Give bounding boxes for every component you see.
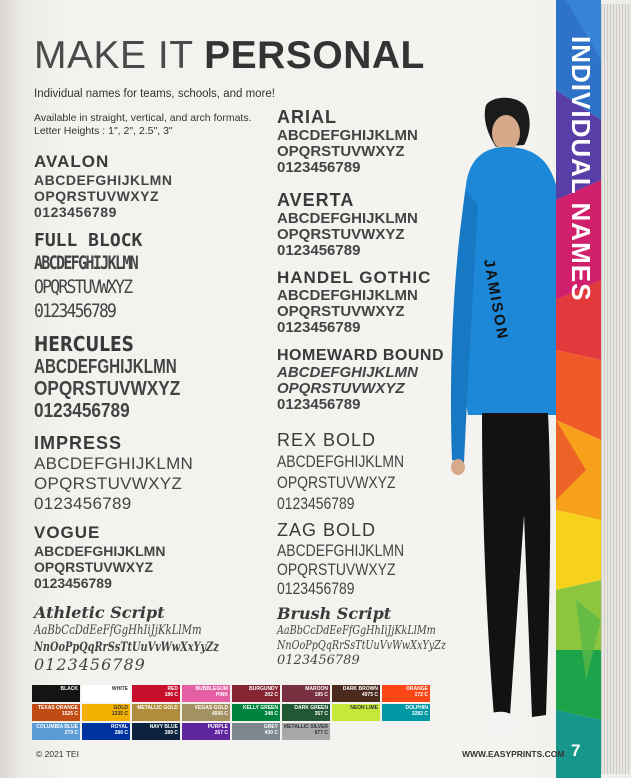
swatch-code: 202 C xyxy=(264,692,278,698)
swatch-label: VEGAS GOLD xyxy=(194,705,228,711)
swatch-orange xyxy=(382,685,430,702)
font-name: AVALON xyxy=(34,152,110,171)
font-line-1: ABCDEFGHIJKLMN xyxy=(34,543,166,559)
font-sample-homeward-bound xyxy=(277,347,444,413)
font-name: ARIAL xyxy=(277,107,337,127)
swatch-code: 279 C xyxy=(64,730,78,736)
swatch-code: 1235 C xyxy=(111,711,128,717)
swatch-code: 3282 C xyxy=(411,711,428,717)
title-bold: PERSONAL xyxy=(204,34,425,77)
font-line-1: ABCDEFGHIJKLMN xyxy=(277,127,418,144)
formats-text: Available in straight, vertical, and arch formats. xyxy=(34,112,252,124)
font-line-1: ABCDEFGHIJKLMN xyxy=(277,287,418,304)
swatch-label: COLUMBIA BLUE xyxy=(36,724,78,730)
font-line-1: ABCDEFGHIJKLMN xyxy=(277,364,418,381)
font-name: HOMEWARD BOUND xyxy=(277,347,444,364)
sweatshirt xyxy=(459,147,556,415)
font-name: REX BOLD xyxy=(277,430,377,450)
font-line-3: 0123456789 xyxy=(277,494,355,513)
font-name: ZAG BOLD xyxy=(277,520,377,540)
font-name: AVERTA xyxy=(277,190,355,210)
font-line-3: 0123456789 xyxy=(34,204,117,220)
letter-heights: Letter Heights : 1", 2", 2.5", 3" xyxy=(34,125,173,137)
swatch-metallic-silver xyxy=(282,723,330,740)
font-line-1: AaBbCcDdEeFfGgHhIiJjKkLlMm xyxy=(277,623,436,637)
font-line-2: OPQRSTUVWXYZ xyxy=(34,276,132,298)
website-url: WWW.EASYPRINTS.COM xyxy=(462,749,565,759)
swatch-label: DOLPHIN xyxy=(405,705,428,711)
swatch-label: ROYAL xyxy=(110,724,128,730)
swatch-gold xyxy=(82,704,130,721)
font-line-2: OPQRSTUVWXYZ xyxy=(34,378,181,400)
title-light: MAKE IT xyxy=(34,34,205,77)
pants xyxy=(482,413,550,717)
font-sample-handel-gothic xyxy=(277,268,431,336)
swatch-code: 186 C xyxy=(164,692,178,698)
font-line-3: 0123456789 xyxy=(277,242,361,259)
swatch-label: KELLY GREEN xyxy=(242,705,278,711)
swatch-code: 286 C xyxy=(114,730,128,736)
swatch-kelly-green xyxy=(232,704,280,721)
swatch-columbia-blue xyxy=(32,723,80,740)
font-line-1: ABCDEFGHIJKLMN xyxy=(277,541,405,560)
swatch-label: GREY xyxy=(263,724,278,730)
swatch-label: BUBBLEGUM PINK xyxy=(195,686,228,698)
font-sample-hercules xyxy=(34,332,222,422)
swatch-label: MAROON xyxy=(305,686,328,692)
font-line-1: ABCDEFGHIJKLMN xyxy=(34,172,173,188)
banner-title: INDIVIDUAL NAMES xyxy=(566,36,596,302)
swatch-label: RED xyxy=(167,686,178,692)
swatch-code: 430 C xyxy=(264,730,278,736)
swatch-label: PURPLE xyxy=(207,724,228,730)
font-sample-athletic-script xyxy=(34,603,280,673)
swatch-red xyxy=(132,685,180,702)
font-line-1: ABCDEFGHIJKLMN xyxy=(34,454,194,473)
font-name: HERCULES xyxy=(34,332,134,356)
shoe xyxy=(488,712,520,731)
rainbow-banner xyxy=(556,0,601,778)
font-sample-rex-bold xyxy=(277,430,432,514)
font-line-1: ABCDEFGHIJKLMN xyxy=(277,452,405,471)
face xyxy=(492,115,520,151)
font-line-3: 0123456789 xyxy=(277,579,355,598)
swatch-code: 348 C xyxy=(264,711,278,717)
font-line-2: NnOoPpQqRrSsTtUuVvWwXxYyZz xyxy=(34,640,219,655)
swatch-burgundy xyxy=(232,685,280,702)
swatch-dark-brown xyxy=(332,685,380,702)
swatch-label: TEXAS ORANGE xyxy=(37,705,78,711)
swatch-black xyxy=(32,685,80,702)
font-line-2: OPQRSTUVWXYZ xyxy=(34,474,183,493)
swatch-code: 289 C xyxy=(164,730,178,736)
jersey-name: JAMISON xyxy=(480,257,512,342)
swatch-neon-lime xyxy=(332,704,380,721)
font-line-3: 0123456789 xyxy=(34,300,116,322)
font-line-2: OPQRSTUVWXYZ xyxy=(277,560,396,579)
swatch-label: NAVY BLUE xyxy=(149,724,178,730)
swatch-dark-green xyxy=(282,704,330,721)
font-name: IMPRESS xyxy=(34,433,123,453)
swatch-code: 877 C xyxy=(314,730,328,736)
font-name: HANDEL GOTHIC xyxy=(277,268,432,287)
font-name: FULL BLOCK xyxy=(34,230,143,251)
font-line-2: NnOoPpQqRrSsTtUuVvWwXxYyZz xyxy=(277,638,446,652)
font-line-3: 0123456789 xyxy=(277,653,360,668)
font-line-1: ABCDEFGHIJKLMN xyxy=(34,252,138,274)
font-sample-zag-bold xyxy=(277,520,432,598)
swatch-label: GOLD xyxy=(113,705,128,711)
font-line-1: AaBbCcDdEeFfGgHhIiJjKkLlMm xyxy=(34,623,202,638)
swatch-code: 357 C xyxy=(314,711,328,717)
swatch-code: 1525 C xyxy=(61,711,78,717)
font-sample-impress xyxy=(34,433,193,514)
swatch-code: 172 C xyxy=(414,692,428,698)
hand xyxy=(451,459,465,475)
font-line-3: 0123456789 xyxy=(277,159,361,176)
swatch-bubblegum-pink xyxy=(182,685,230,702)
font-sample-avalon xyxy=(34,152,172,220)
font-sample-full-block xyxy=(34,230,166,323)
subtitle: Individual names for teams, schools, and more! xyxy=(34,88,275,100)
swatch-grey xyxy=(232,723,280,740)
swatch-dolphin xyxy=(382,704,430,721)
swatch-code: 4505 C xyxy=(211,711,228,717)
font-line-2: OPQRSTUVWXYZ xyxy=(34,559,154,575)
swatch-label: BLACK xyxy=(60,686,78,692)
swatch-label: NEON LIME xyxy=(350,705,378,711)
swatch-label: DARK GREEN xyxy=(294,705,328,711)
swatch-code: 195 C xyxy=(314,692,328,698)
font-line-3: 0123456789 xyxy=(34,575,112,591)
font-sample-arial xyxy=(277,107,418,176)
font-line-2: OPQRSTUVWXYZ xyxy=(277,143,405,160)
swatch-label: ORANGE xyxy=(406,686,428,692)
swatch-code: 4975 C xyxy=(361,692,378,698)
font-line-3: 0123456789 xyxy=(277,396,361,413)
font-line-2: OPQRSTUVWXYZ xyxy=(277,226,405,243)
swatch-code: 267 C xyxy=(214,730,228,736)
copyright: © 2021 TEI xyxy=(36,749,79,759)
swatch-texas-orange xyxy=(32,704,80,721)
swatch-navy-blue xyxy=(132,723,180,740)
font-line-2: OPQRSTUVWXYZ xyxy=(34,188,160,204)
page-title xyxy=(34,34,425,78)
font-sample-averta xyxy=(277,190,418,259)
page-number: 7 xyxy=(571,741,581,760)
font-line-1: ABCDEFGHIJKLMN xyxy=(277,210,418,227)
font-line-2: OPQRSTUVWXYZ xyxy=(277,303,405,320)
swatch-white xyxy=(82,685,130,702)
swatch-vegas-gold xyxy=(182,704,230,721)
swatch-royal xyxy=(82,723,130,740)
swatch-label: METALLIC SILVER xyxy=(284,724,328,730)
font-name: VOGUE xyxy=(34,523,101,542)
font-line-2: OPQRSTUVWXYZ xyxy=(277,380,405,397)
font-line-1: ABCDEFGHIJKLMN xyxy=(34,356,177,378)
font-name: Brush Script xyxy=(277,604,392,623)
swatch-label: BURGUNDY xyxy=(249,686,278,692)
font-name: Athletic Script xyxy=(34,603,165,622)
swatch-label: WHITE xyxy=(111,686,128,692)
swatch-label: DARK BROWN xyxy=(342,686,378,692)
font-line-3: 0123456789 xyxy=(34,494,132,513)
font-sample-vogue xyxy=(34,523,165,591)
model-photo xyxy=(448,95,558,735)
font-line-3: 0123456789 xyxy=(34,655,146,674)
font-line-3: 0123456789 xyxy=(277,319,361,336)
swatch-maroon xyxy=(282,685,330,702)
swatch-metallic-gold xyxy=(132,704,180,721)
swatch-label: METALLIC GOLD xyxy=(137,705,178,711)
font-line-2: OPQRSTUVWXYZ xyxy=(277,473,396,492)
font-line-3: 0123456789 xyxy=(34,400,130,422)
swatch-purple xyxy=(182,723,230,740)
